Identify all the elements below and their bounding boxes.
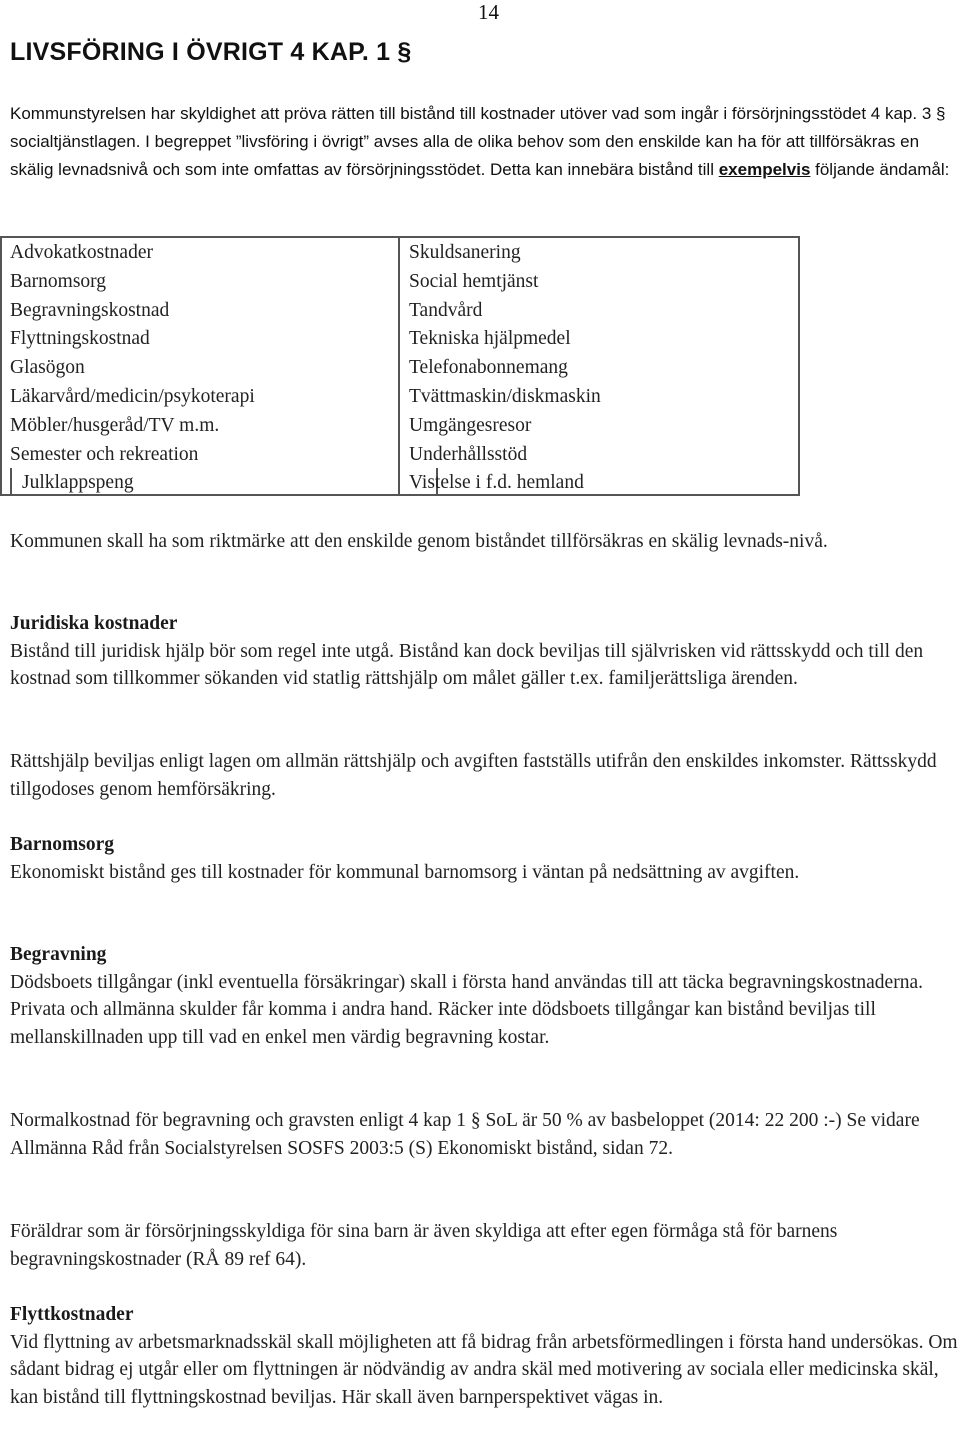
flytt-title: Flyttkostnader (10, 1304, 134, 1325)
table-item: Tekniska hjälpmedel (409, 328, 571, 350)
page-number: 14 (478, 0, 499, 24)
table-item: Social hemtjänst (409, 270, 539, 292)
intro-paragraph (10, 100, 960, 184)
barnomsorg-text: Ekonomiskt bistånd ges till kostnader för kommunal barnomsorg i väntan på nedsättning av avgiften. (10, 861, 800, 883)
table-item: Möbler/husgeråd/TV m.m. (10, 414, 220, 436)
intro-text-b: följande ändamål: (810, 160, 950, 179)
table-divider (398, 236, 400, 468)
foraldrar-text: Föräldrar som är försörjningsskyldiga för sina barn är även skyldiga att efter egen förmåga stå för barnens begravningskostnader (RÅ 89 ref 64). (10, 1221, 838, 1270)
foraldrar-paragraph (10, 1218, 958, 1273)
table-item: Läkarvård/medicin/psykoterapi (10, 385, 255, 407)
normalkostnad-paragraph (10, 1107, 958, 1162)
begravning-section (10, 941, 958, 1051)
table-item: Vistelse i f.d. hemland (409, 472, 584, 494)
table-item: Tvättmaskin/diskmaskin (409, 385, 601, 407)
table-item: Advokatkostnader (10, 242, 153, 263)
intro-text-a: Kommunstyrelsen har skyldighet att pröva rätten till bistånd till kostnader utöver vad som ingår i försörjningsstödet 4 kap. 3 § socialtjänstlagen. I begreppet ”livsföring i övrigt” avses alla de olika behov som den enskilde kan ha för att tillförsäkras en skälig levnadsnivå och som inte omfattas av försörjningsstödet. Detta kan innebära bistånd till (10, 104, 946, 179)
rattshjalp-paragraph (10, 748, 958, 803)
normalkostnad-text: Normalkostnad för begravning och gravsten enligt 4 kap 1 § SoL är 50 % av basbeloppet (2014: 22 200 :-) Se vidare Allmänna Råd från Socialstyrelsen SOSFS 2003:5 (S) Ekonomiskt bistånd, sidan 72. (10, 1110, 920, 1159)
kommunen-text: Kommunen skall ha som riktmärke att den enskilde genom biståndet tillförsäkras en skälig levnads-nivå. (10, 531, 828, 552)
barnomsorg-title: Barnomsorg (10, 834, 114, 855)
table-item: Julklappspeng (22, 472, 134, 494)
table-item: Tandvård (409, 299, 483, 321)
table-item: Barnomsorg (10, 270, 107, 292)
rattshjalp-text: Rättshjälp beviljas enligt lagen om allmän rättshjälp och avgiften fastställs utifrån den enskildes inkomster. Rättsskydd tillgodoses genom hemförsäkring. (10, 751, 937, 800)
table-item: Underhållsstöd (409, 443, 528, 465)
juridiska-text: Bistånd till juridisk hjälp bör som regel inte utgå. Bistånd kan dock beviljas till självrisken vid rättsskydd och till den kostnad som tillkommer sökanden vid statlig rättshjälp om målet gäller t.ex. familjerättsliga ärenden. (10, 640, 924, 689)
table-item: Glasögon (10, 357, 85, 379)
table-column-right (409, 239, 601, 498)
table-item: Flyttningskostnad (10, 328, 150, 350)
begravning-text: Dödsboets tillgångar (inkl eventuella försäkringar) skall i första hand användas till att täcka begravningskostnaderna. Privata och allmänna skulder får komma i andra hand. Räcker inte dödsboets tillgångar kan bistånd beviljas till mellanskillnaden upp till vad en enkel men värdig begravning kostar. (10, 971, 923, 1048)
kommunen-paragraph (10, 528, 958, 556)
table-item: Telefonabonnemang (409, 357, 568, 379)
chapter-heading: LIVSFÖRING I ÖVRIGT 4 KAP. 1 § (10, 38, 412, 66)
juridiska-title: Juridiska kostnader (10, 613, 178, 634)
intro-emphasis: exempelvis (718, 160, 811, 179)
table-item: Begravningskostnad (10, 299, 170, 321)
table-item: Skuldsanering (409, 242, 521, 263)
flytt-text: Vid flyttning av arbetsmarknadsskäl skall möjligheten att få bidrag från arbetsförmedlingen i första hand undersökas. Om sådant bidrag ej utgår eller om flyttningen är nödvändig av andra skäl med motivering av sociala eller medicinska skäl, kan bistånd till flyttningskostnad beviljas. Här skall även barnperspektivet vägas in. (10, 1331, 958, 1408)
table-column-left (10, 239, 255, 498)
flytt-section (10, 1301, 958, 1411)
barnomsorg-section (10, 831, 958, 886)
juridiska-section (10, 610, 958, 693)
table-item: Umgängesresor (409, 414, 532, 436)
begravning-title: Begravning (10, 944, 107, 965)
table-item: Semester och rekreation (10, 443, 199, 465)
